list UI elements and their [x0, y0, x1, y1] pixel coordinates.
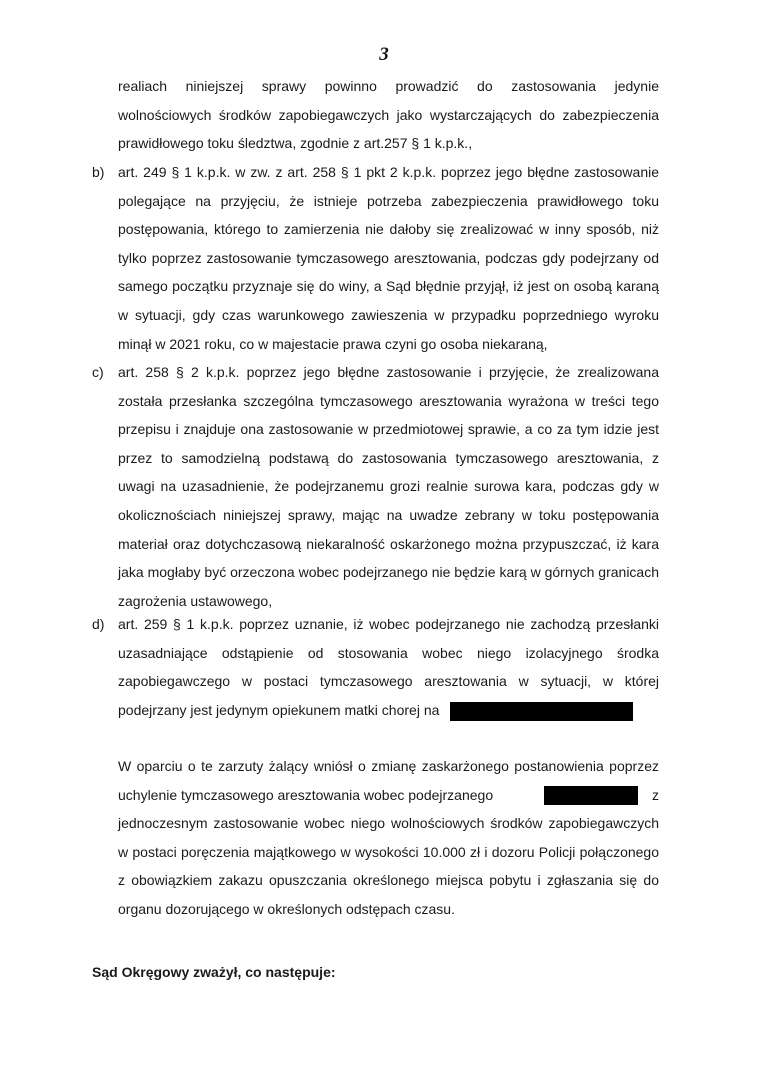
redaction-block — [450, 702, 633, 721]
text-line: przepisu i znajduje ona zastosowanie w przedmiotowej sprawie, a co za tym idzie jest — [118, 421, 659, 438]
text-line: jednoczesnym zastosowanie wobec niego wolnościowych środków zapobiegawczych — [118, 815, 659, 832]
item-letter-c: c) — [92, 364, 104, 380]
text-line: realiach niniejszej sprawy powinno prowadzić do zastosowania jedynie — [118, 78, 659, 94]
text-line: art. 249 § 1 k.p.k. w zw. z art. 258 § 1 pkt 2 k.p.k. poprzez jego błędne zastosowanie — [118, 164, 659, 180]
text-line: została przesłanka szczególna tymczasowego aresztowania wyrażona w treści tego — [118, 392, 659, 409]
item-letter-d: d) — [92, 616, 105, 632]
item-letter-b: b) — [92, 164, 105, 180]
text-line: w postaci poręczenia majątkowego w wysokości 10.000 zł i dozoru Policji połączonego — [118, 843, 659, 860]
conclusion-paragraph — [118, 752, 659, 924]
text-fragment: z — [652, 786, 659, 803]
text-line: polegające na przyjęciu, że istnieje potrzeba zabezpieczenia prawidłowego toku — [118, 192, 659, 209]
text-line — [118, 781, 659, 810]
text-line: postępowania, którego to zamierzenia nie dałoby się zrealizować w inny sposób, niż — [118, 221, 659, 238]
text-line: przez to samodzielną podstawą do zastosowania tymczasowego aresztowania, z — [118, 449, 659, 466]
text-fragment: podejrzany jest jedynym opiekunem matki chorej na — [118, 701, 440, 718]
section-heading: Sąd Okręgowy zważył, co następuje: — [92, 964, 336, 980]
item-d-paragraph — [118, 610, 659, 724]
text-line: zapobiegawczego w postaci tymczasowego aresztowania w sytuacji, w której — [118, 673, 659, 690]
text-line: wolnościowych środków zapobiegawczych jako wystarczających do zabezpieczenia — [118, 106, 659, 123]
text-line: zagrożenia ustawowego, — [118, 592, 273, 609]
text-line: organu dozorującego w określonych odstępach czasu. — [118, 900, 455, 917]
text-line: z obowiązkiem zakazu opuszczania określonego miejsca pobytu i zgłaszania się do — [118, 872, 659, 889]
text-line: W oparciu o te zarzuty żalący wniósł o zmianę zaskarżonego postanowienia poprzez — [118, 758, 659, 774]
text-fragment: uchylenie tymczasowego aresztowania wobec podejrzanego — [118, 786, 494, 803]
item-b-paragraph — [118, 158, 659, 358]
text-line: art. 258 § 2 k.p.k. poprzez jego błędne zastosowanie i przyjęcie, że zrealizowana — [118, 364, 659, 380]
text-line: samego początku przyznaje się do winy, a Sąd błędnie przyjął, iż jest on osobą karaną — [118, 278, 659, 295]
text-line: art. 259 § 1 k.p.k. poprzez uznanie, iż wobec podejrzanego nie zachodzą przesłanki — [118, 616, 659, 632]
text-line: materiał oraz dotychczasową niekaralność oskarżonego można przypuszczać, iż kara — [118, 535, 659, 552]
item-c-paragraph — [118, 358, 659, 615]
text-line: okolicznościach niniejszej sprawy, mając na uwadze zebrany w toku postępowania — [118, 506, 659, 523]
intro-paragraph — [118, 72, 659, 158]
text-line: tylko poprzez zastosowanie tymczasowego aresztowania, podczas gdy podejrzany od — [118, 249, 659, 266]
text-line: prawidłowego toku śledztwa, zgodnie z art.257 § 1 k.p.k., — [118, 135, 473, 152]
text-line: jaka mogłaby być orzeczona wobec podejrzanego nie będzie karą w górnych granicach — [118, 564, 659, 581]
page-number: 3 — [379, 44, 389, 65]
redaction-block — [544, 786, 638, 805]
text-line: uzasadniające odstąpienie od stosowania wobec niego izolacyjnego środka — [118, 644, 659, 661]
text-line: w sytuacji, gdy czas warunkowego zawieszenia w przypadku poprzedniego wyroku — [118, 306, 659, 323]
text-line: uwagi na uzasadnienie, że podejrzanemu grozi realnie surowa kara, podczas gdy w — [118, 478, 659, 495]
text-line: minął w 2021 roku, co w majestacie prawa czyni go osoba niekaraną, — [118, 335, 548, 352]
text-line — [118, 696, 659, 725]
